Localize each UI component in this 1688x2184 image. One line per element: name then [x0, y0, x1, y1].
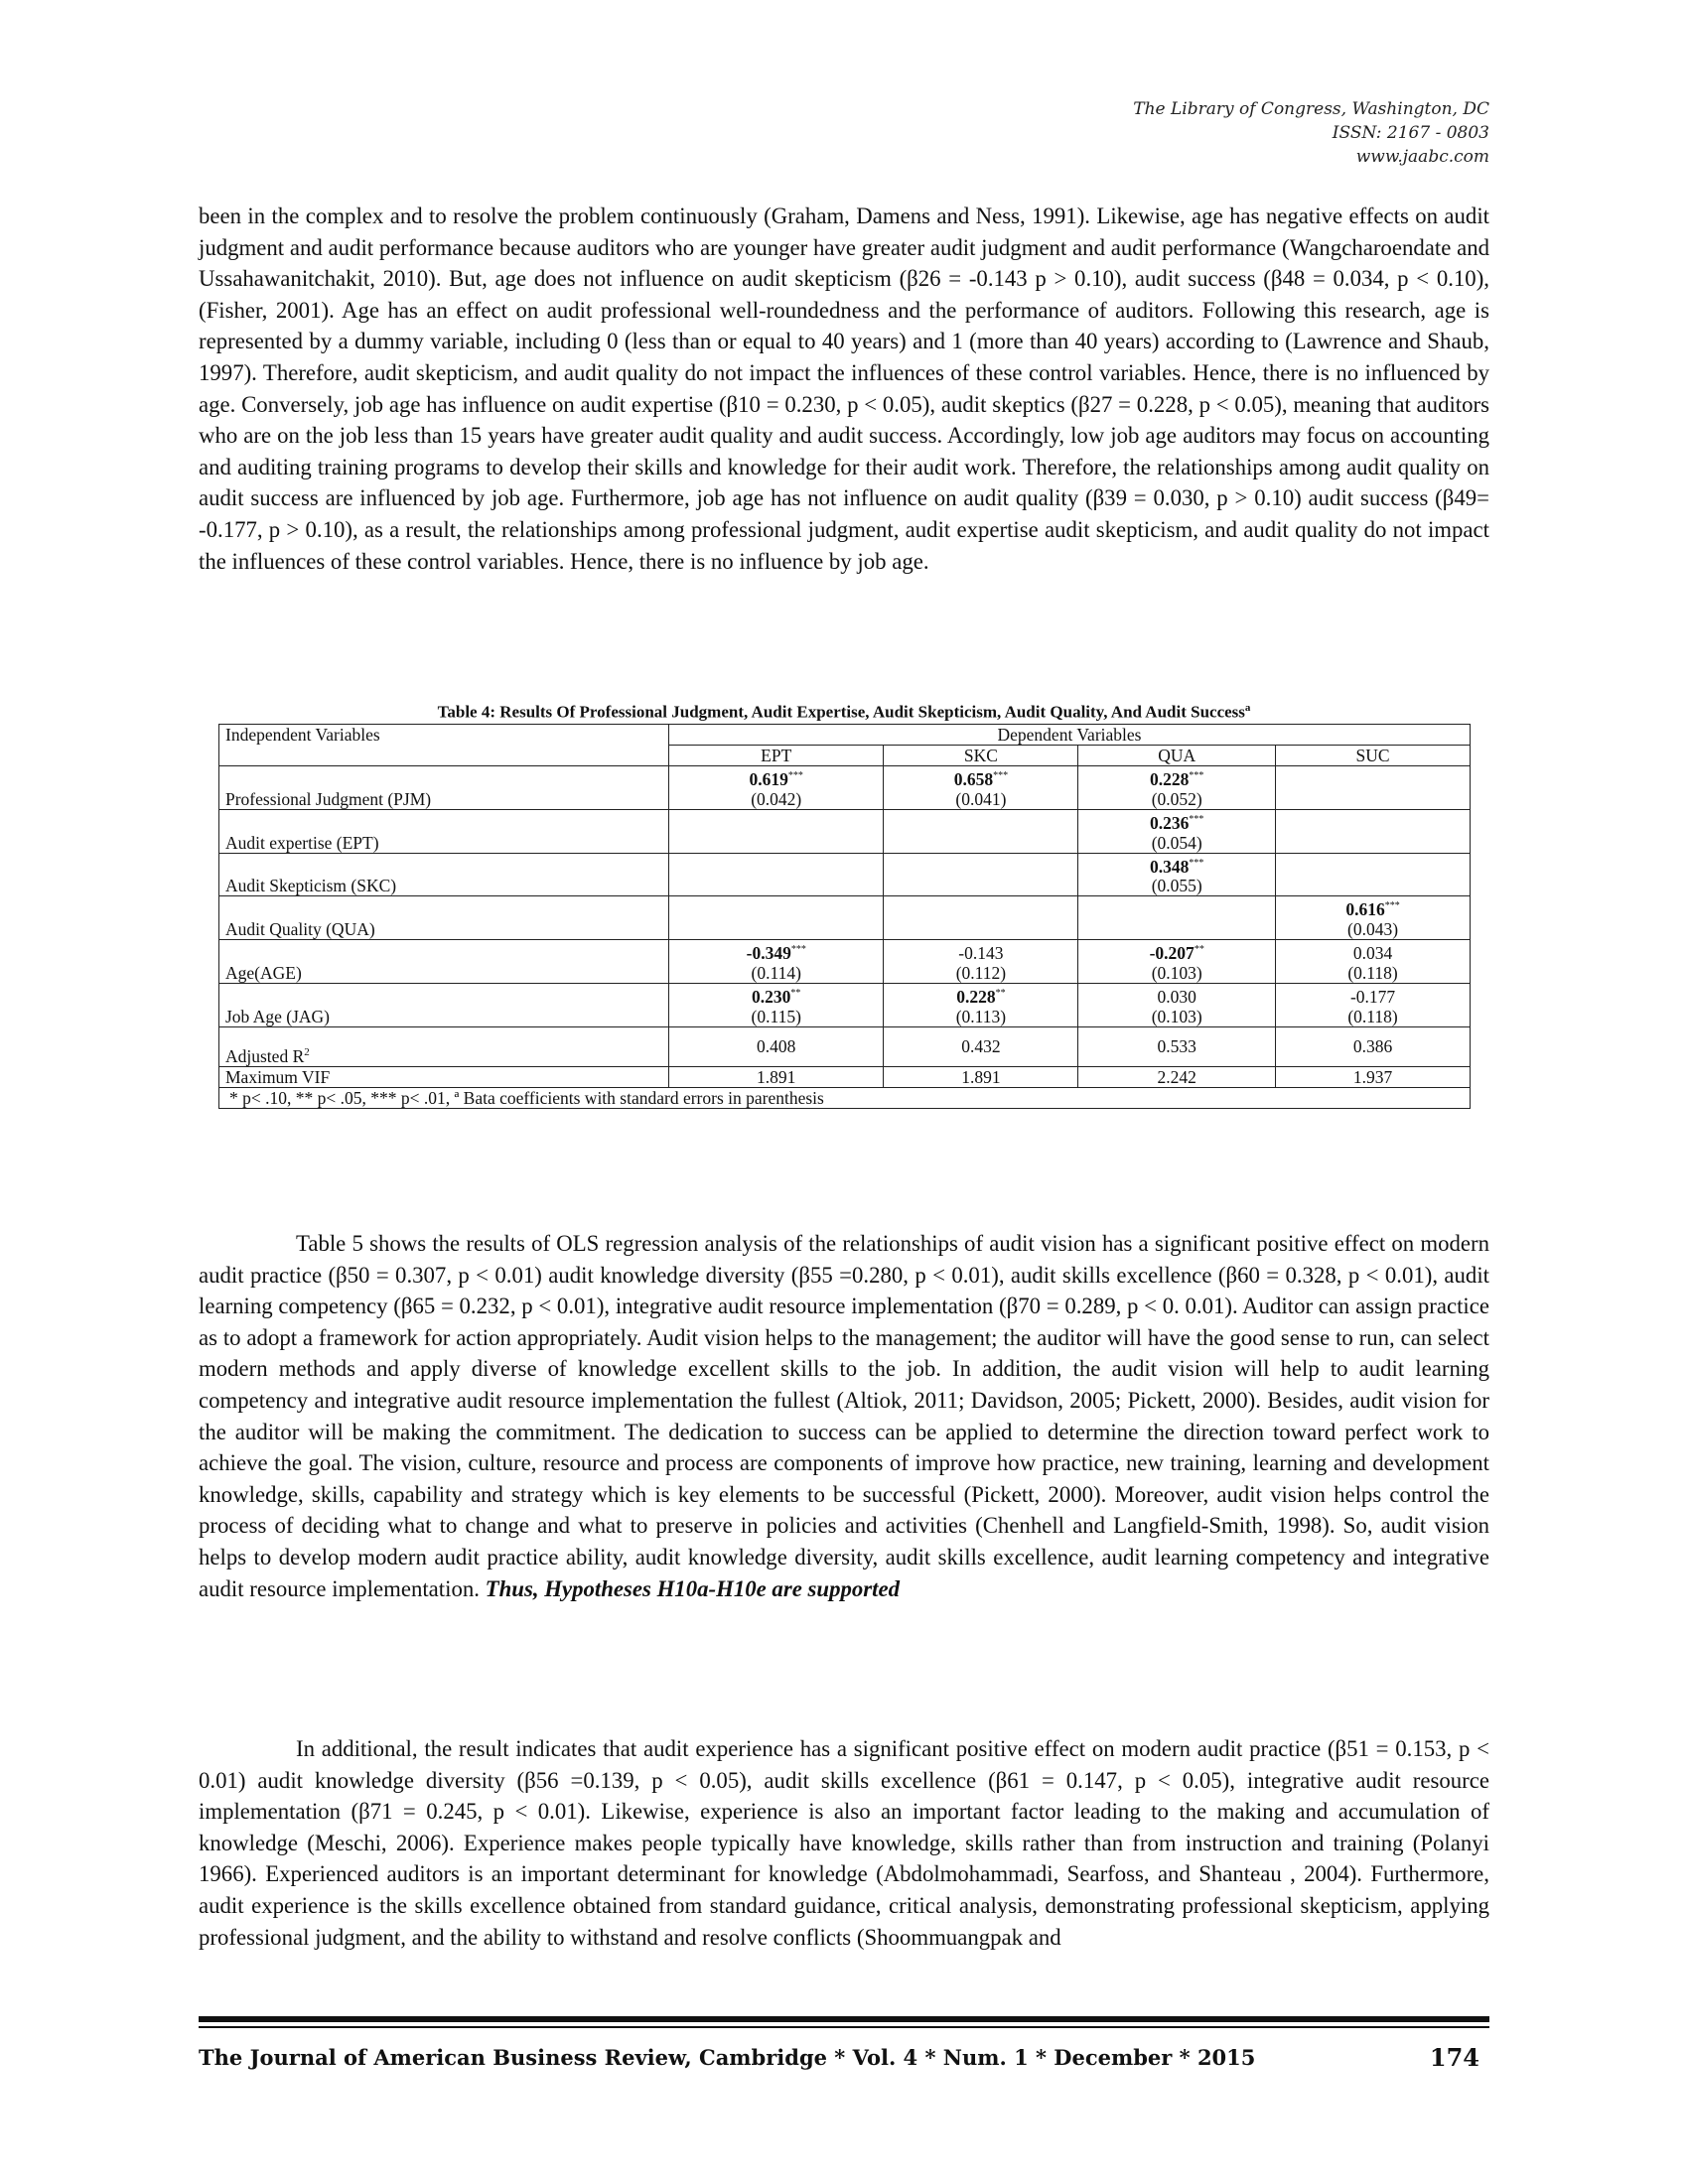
- beta-value: 0.230: [752, 986, 791, 1007]
- hypotheses-conclusion: Thus, Hypotheses H10a-H10e are supported: [485, 1575, 900, 1601]
- dependent-variables-header: Dependent Variables: [669, 725, 1471, 746]
- body-paragraph-1: been in the complex and to resolve the problem continuously (Graham, Damens and Ness, 1991). Likewise, age has negative effects on audit judgment and audit performance because auditors who are younger have greater audit judgment and audit performance (Wangcharoendate and Ussahawanitchakit, 2010). But, age does not influence on audit skepticism (β26 = -0.143 p > 0.10), audit success (β48 = 0.034, p < 0.10), (Fisher, 2001). Age has an effect on audit professional well-roundedness and the performance of auditors. Following this research, age is represented by a dummy variable, including 0 (less than or equal to 40 years) and 1 (more than 40 years) according to (Lawrence and Shaub, 1997). Therefore, audit skepticism, and audit quality do not impact the influences of these control variables. Hence, there is no influenced by age. Conversely, job age has influence on audit expertise (β10 = 0.230, p < 0.05), audit skeptics (β27 = 0.228, p < 0.05), meaning that auditors who are on the job less than 15 years have greater audit quality and audit success. Accordingly, low job age auditors may focus on accounting and auditing training programs to develop their skills and knowledge for their audit work. Therefore, the relationships among audit quality on audit success are influenced by job age. Furthermore, job age has not influence on audit quality (β39 = 0.030, p > 0.10) audit success (β49= -0.177, p > 0.10), as a result, the relationships among professional judgment, audit expertise audit skepticism, and audit quality do not impact the influences of these control variables. Hence, there is no influence by job age.: [199, 204, 1489, 574]
- adjusted-r2-text: Adjusted R: [225, 1045, 305, 1066]
- table-note: * p< .10, ** p< .05, *** p< .01, ª Bata coefficients with standard errors in parenthesis: [219, 1087, 1471, 1108]
- table-row: [219, 853, 1471, 896]
- significance-mark: ***: [1189, 813, 1204, 825]
- coefficient-value: [884, 984, 1077, 1007]
- footer-rule-thin: [199, 2026, 1489, 2028]
- coefficient-cell: [884, 940, 1078, 984]
- header-website: www.jaabc.com: [1355, 147, 1489, 167]
- standard-error: [669, 919, 883, 939]
- coefficient-cell: [1078, 984, 1276, 1027]
- adjusted-r2-sup: 2: [304, 1046, 310, 1059]
- significance-mark: **: [1194, 944, 1204, 956]
- footer-rule-thick: [199, 2016, 1489, 2022]
- standard-error: (0.054): [1151, 832, 1202, 853]
- coefficient-cell: [1276, 984, 1471, 1027]
- coefficient-cell: [1078, 940, 1276, 984]
- coefficient-cell: [1078, 853, 1276, 896]
- table-row: [219, 896, 1471, 940]
- coefficient-value: [884, 856, 1077, 876]
- coefficient-value: [1078, 854, 1275, 877]
- coefficient-cell: [669, 809, 884, 853]
- beta-value: 0.034: [1352, 943, 1393, 964]
- footer-journal: The Journal of American Business Review, Cambridge * Vol. 4 * Num. 1 * December * 2015: [199, 2045, 1256, 2070]
- running-header: [1133, 97, 1489, 169]
- standard-error: (0.112): [955, 963, 1007, 984]
- coefficient-value: [669, 813, 883, 833]
- column-header: SUC: [1276, 746, 1471, 766]
- standard-error: [884, 876, 1077, 895]
- beta-value: 0.228: [1150, 768, 1190, 789]
- standard-error: (0.118): [1347, 963, 1398, 984]
- coefficient-cell: [884, 766, 1078, 810]
- significance-mark: ***: [993, 770, 1009, 781]
- header-issn: ISSN: 2167 - 0803: [1332, 123, 1489, 143]
- standard-error: (0.103): [1151, 963, 1202, 984]
- coefficient-cell: [884, 984, 1078, 1027]
- row-label: Audit expertise (EPT): [219, 809, 669, 853]
- table-caption-text: Table 4: Results Of Professional Judgment, Audit Expertise, Audit Skepticism, Audit Quality, And Audit Success: [437, 702, 1245, 722]
- body-paragraph-3: In additional, the result indicates that audit experience has a significant positive effect on modern audit practice (β51 = 0.153, p < 0.01) audit knowledge diversity (β56 =0.139, p < 0.05), audit skills excellence (β61 = 0.147, p < 0.05), integrative audit resource implementation (β71 = 0.245, p < 0.01). Likewise, experience is also an important factor leading to the making and accumulation of knowledge (Meschi, 2006). Experience makes people typically have knowledge, skills rather than from instruction and training (Polanyi 1966). Experienced auditors is an important determinant for knowledge (Abdolmohammadi, Searfoss, and Shanteau , 2004). Furthermore, audit experience is the skills excellence obtained from standard guidance, critical analysis, demonstrating professional skepticism, applying professional judgment, and the ability to withstand and resolve conflicts (Shoommuangpak and: [199, 1736, 1489, 1950]
- standard-error: (0.115): [751, 1006, 801, 1026]
- coefficient-value: [1276, 984, 1470, 1007]
- coefficient-cell: [1078, 896, 1276, 940]
- standard-error: (0.041): [955, 788, 1007, 809]
- standard-error: [669, 833, 883, 853]
- table-row: [219, 940, 1471, 984]
- coefficient-value: [1276, 940, 1470, 963]
- standard-error: (0.114): [751, 963, 801, 984]
- standard-error: (0.043): [1347, 919, 1399, 940]
- adjusted-r2-value: 0.533: [1078, 1026, 1276, 1066]
- beta-value: -0.143: [958, 943, 1004, 964]
- beta-value: 0.236: [1150, 812, 1190, 833]
- coefficient-value: [884, 813, 1077, 833]
- table-note-row: [219, 1087, 1471, 1108]
- standard-error: [669, 876, 883, 895]
- page-number: 174: [1429, 2043, 1479, 2072]
- coefficient-value: [884, 940, 1077, 963]
- vif-value: 1.937: [1276, 1066, 1471, 1087]
- independent-variables-header: Independent Variables: [219, 725, 669, 766]
- row-label: Audit Quality (QUA): [219, 896, 669, 940]
- coefficient-value: [669, 899, 883, 919]
- row-label: Audit Skepticism (SKC): [219, 853, 669, 896]
- vif-label: Maximum VIF: [219, 1066, 669, 1087]
- coefficient-value: [1276, 856, 1470, 876]
- standard-error: (0.103): [1151, 1006, 1202, 1026]
- beta-value: 0.658: [953, 768, 994, 789]
- coefficient-cell: [1276, 896, 1471, 940]
- coefficient-cell: [1276, 853, 1471, 896]
- standard-error: [1276, 876, 1470, 895]
- vif-value: 1.891: [669, 1066, 884, 1087]
- standard-error: [1276, 789, 1470, 809]
- standard-error: [1078, 919, 1275, 939]
- adjusted-r2-row: [219, 1026, 1471, 1066]
- coefficient-value: [1276, 896, 1470, 919]
- coefficient-value: [1078, 766, 1275, 789]
- adjusted-r2-value: 0.432: [884, 1026, 1078, 1066]
- significance-mark: **: [995, 988, 1006, 1000]
- coefficient-cell: [884, 853, 1078, 896]
- coefficient-value: [1078, 810, 1275, 833]
- body-paragraph-2: [199, 1228, 1489, 1604]
- coefficient-cell: [1276, 809, 1471, 853]
- row-label: Job Age (JAG): [219, 984, 669, 1027]
- coefficient-value: [1078, 984, 1275, 1007]
- coefficient-cell: [1276, 940, 1471, 984]
- coefficient-value: [1276, 769, 1470, 789]
- coefficient-cell: [669, 853, 884, 896]
- significance-mark: ***: [1189, 857, 1204, 869]
- coefficient-value: [884, 899, 1077, 919]
- significance-mark: ***: [787, 770, 803, 781]
- coefficient-cell: [669, 766, 884, 810]
- coefficient-cell: [669, 940, 884, 984]
- coefficient-cell: [1078, 766, 1276, 810]
- coefficient-value: [669, 766, 883, 789]
- table-row: [219, 766, 1471, 810]
- table-row: [219, 809, 1471, 853]
- standard-error: (0.113): [955, 1006, 1007, 1026]
- table-row: [219, 984, 1471, 1027]
- coefficient-value: [884, 766, 1077, 789]
- significance-mark: ***: [1189, 770, 1204, 781]
- coefficient-value: [1276, 813, 1470, 833]
- coefficient-cell: [669, 896, 884, 940]
- column-header: QUA: [1078, 746, 1276, 766]
- beta-value: 0.030: [1157, 986, 1196, 1007]
- standard-error: (0.052): [1151, 788, 1202, 809]
- beta-value: -0.349: [746, 943, 791, 964]
- coefficient-cell: [884, 809, 1078, 853]
- coefficient-value: [669, 940, 883, 963]
- results-table: [218, 724, 1471, 1109]
- beta-value: 0.616: [1345, 899, 1385, 920]
- adjusted-r2-value: 0.408: [669, 1026, 884, 1066]
- header-library: The Library of Congress, Washington, DC: [1133, 99, 1489, 119]
- adjusted-r2-label: [219, 1026, 669, 1066]
- table-caption-sup: a: [1244, 702, 1251, 714]
- adjusted-r2-value: 0.386: [1276, 1026, 1471, 1066]
- coefficient-cell: [1078, 809, 1276, 853]
- standard-error: [884, 919, 1077, 939]
- standard-error: [1276, 833, 1470, 853]
- significance-mark: ***: [1384, 900, 1400, 912]
- standard-error: [884, 833, 1077, 853]
- coefficient-value: [669, 856, 883, 876]
- standard-error: (0.118): [1347, 1006, 1398, 1026]
- coefficient-value: [1078, 940, 1275, 963]
- standard-error: (0.042): [751, 788, 802, 809]
- vif-value: 1.891: [884, 1066, 1078, 1087]
- coefficient-value: [669, 984, 883, 1007]
- column-header: EPT: [669, 746, 884, 766]
- beta-value: -0.177: [1349, 986, 1396, 1007]
- coefficient-cell: [669, 984, 884, 1027]
- paragraph-2-text: Table 5 shows the results of OLS regression analysis of the relationships of audit vision has a significant positive effect on modern audit practice (β50 = 0.307, p < 0.01) audit knowledge diversity (β55 =0.280, p < 0.01), audit skills excellence (β60 = 0.328, p < 0.01), audit learning competency (β65 = 0.232, p < 0.01), integrative audit resource implementation (β70 = 0.289, p < 0. 0.01). Auditor can assign practice as to adopt a framework for action appropriately. Audit vision helps to the management; the auditor will have the good sense to run, can select modern methods and apply diverse of knowledge excellent skills to the job. In addition, the audit vision will help to audit learning competency and integrative audit resource implementation the fullest (Altiok, 2011; Davidson, 2005; Pickett, 2000). Besides, audit vision for the auditor will be making the commitment. The dedication to success can be applied to determine the direction toward perfect work to achieve the goal. The vision, culture, resource and process are components of improve how practice, new training, learning and development knowledge, skills, capability and strategy which is key elements to be successful (Pickett, 2000). Moreover, audit vision helps control the process of deciding what to change and what to preserve in policies and activities (Chenhell and Langfield-Smith, 1998). So, audit vision helps to develop modern audit practice ability, audit knowledge diversity, audit skills excellence, audit learning competency and integrative audit resource implementation.: [199, 1231, 1489, 1601]
- beta-value: 0.228: [956, 986, 996, 1007]
- coefficient-cell: [884, 896, 1078, 940]
- standard-error: (0.055): [1151, 876, 1202, 896]
- row-label: Age(AGE): [219, 940, 669, 984]
- beta-value: -0.207: [1149, 943, 1195, 964]
- vif-value: 2.242: [1078, 1066, 1276, 1087]
- coefficient-cell: [1276, 766, 1471, 810]
- row-label: Professional Judgment (PJM): [219, 766, 669, 810]
- table-caption: [199, 702, 1489, 723]
- column-header: SKC: [884, 746, 1078, 766]
- beta-value: 0.348: [1150, 856, 1190, 877]
- beta-value: 0.619: [749, 768, 788, 789]
- vif-row: [219, 1066, 1471, 1087]
- significance-mark: ***: [790, 944, 806, 956]
- significance-mark: **: [790, 988, 801, 1000]
- coefficient-value: [1078, 899, 1275, 919]
